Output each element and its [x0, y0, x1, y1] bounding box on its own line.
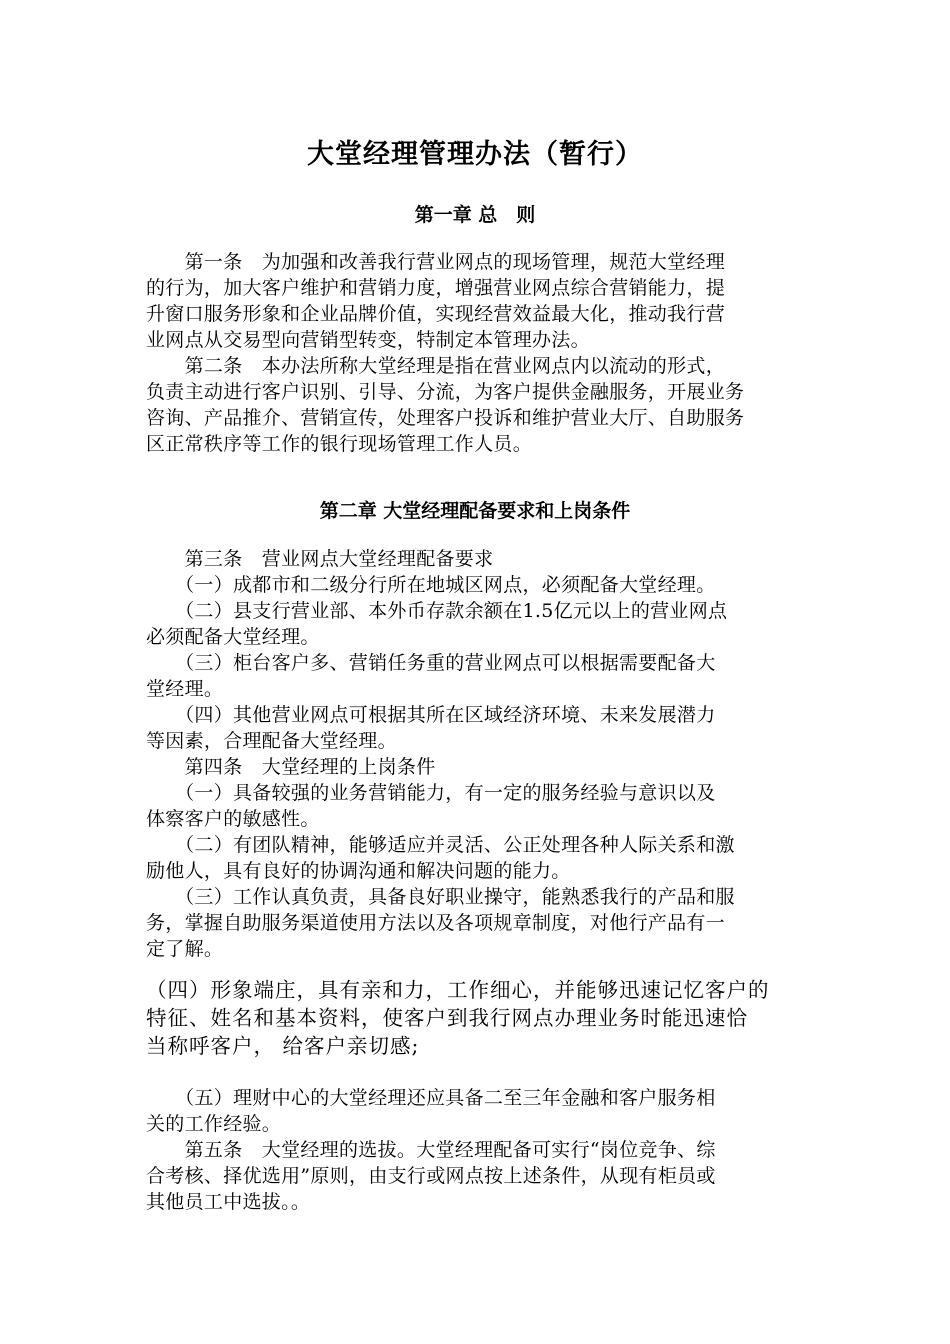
paragraph-line: 第一条 为加强和改善我行营业网点的现场管理，规范大堂经理 — [146, 251, 726, 273]
paragraph-line: 务，掌握自助服务渠道使用方法以及各项规章制度，对他行产品有一 — [146, 912, 726, 934]
paragraph-line: 当称呼客户， 给客户亲切感; — [146, 1034, 420, 1058]
paragraph-line: 其他员工中选拔。。 — [146, 1191, 311, 1213]
paragraph-line: （五）理财中心的大堂经理还应具备二至三年金融和客户服务相 — [146, 1087, 716, 1109]
paragraph-line: 第五条 大堂经理的选拔。大堂经理配备可实行“岗位竞争、综 — [146, 1139, 716, 1161]
paragraph-line: 区正常秩序等工作的银行现场管理工作人员。 — [146, 433, 533, 455]
paragraph-line: 励他人，具有良好的协调沟通和解决问题的能力。 — [146, 860, 571, 882]
paragraph-line: （三）柜台客户多、营销任务重的营业网点可以根据需要配备大 — [146, 652, 716, 674]
paragraph-line: 等因素，合理配备大堂经理。 — [146, 730, 397, 752]
paragraph-line: 升窗口服务形象和企业品牌价值，实现经营效益最大化，推动我行营 — [146, 303, 726, 325]
paragraph-line: （二）县支行营业部、本外币存款余额在1.5亿元以上的营业网点 — [146, 600, 728, 622]
chapter-heading-1: 第一章 总 则 — [414, 204, 536, 226]
document-title: 大堂经理管理办法（暂行） — [307, 139, 643, 170]
paragraph-line: （三）工作认真负责，具备良好职业操守，能熟悉我行的产品和服 — [146, 886, 735, 908]
paragraph-line: 体察客户的敏感性。 — [146, 808, 320, 830]
paragraph-line: 业网点从交易型向营销型转变，特制定本管理办法。 — [146, 329, 590, 351]
paragraph-line: 必须配备大堂经理。 — [146, 626, 320, 648]
paragraph-line: 第三条 营业网点大堂经理配备要求 — [146, 548, 494, 570]
paragraph-line: （一）具备较强的业务营销能力，有一定的服务经验与意识以及 — [146, 782, 716, 804]
paragraph-line: （四）其他营业网点可根据其所在区域经济环境、未来发展潜力 — [146, 704, 716, 726]
paragraph-line: 咨询、产品推介、营销宣传，处理客户投诉和维护营业大厅、自助服务 — [146, 407, 745, 429]
chapter-heading-2: 第二章 大堂经理配备要求和上岗条件 — [319, 500, 631, 522]
paragraph-line: 关的工作经验。 — [146, 1113, 282, 1135]
paragraph-line: 的行为，加大客户维护和营销力度，增强营业网点综合营销能力，提 — [146, 277, 726, 299]
paragraph-line: 堂经理。 — [146, 678, 224, 700]
paragraph-line: （二）有团队精神，能够适应并灵活、公正处理各种人际关系和激 — [146, 834, 735, 856]
paragraph-line: 第二条 本办法所称大堂经理是指在营业网点内以流动的形式， — [146, 355, 726, 377]
paragraph-line: 合考核、择优选用”原则，由支行或网点按上述条件，从现有柜员或 — [146, 1165, 716, 1187]
paragraph-line: 负责主动进行客户识别、引导、分流，为客户提供金融服务，开展业务 — [146, 381, 745, 403]
paragraph-line: 特征、姓名和基本资料，使客户到我行网点办理业务时能迅速恰 — [146, 1006, 748, 1030]
paragraph-line: 定了解。 — [146, 938, 224, 960]
paragraph-line: （四）形象端庄，具有亲和力，工作细心，并能够迅速记忆客户的 — [146, 978, 770, 1002]
paragraph-line: （一）成都市和二级分行所在地城区网点，必须配备大堂经理。 — [146, 574, 716, 596]
paragraph-line: 第四条 大堂经理的上岗条件 — [146, 756, 436, 778]
